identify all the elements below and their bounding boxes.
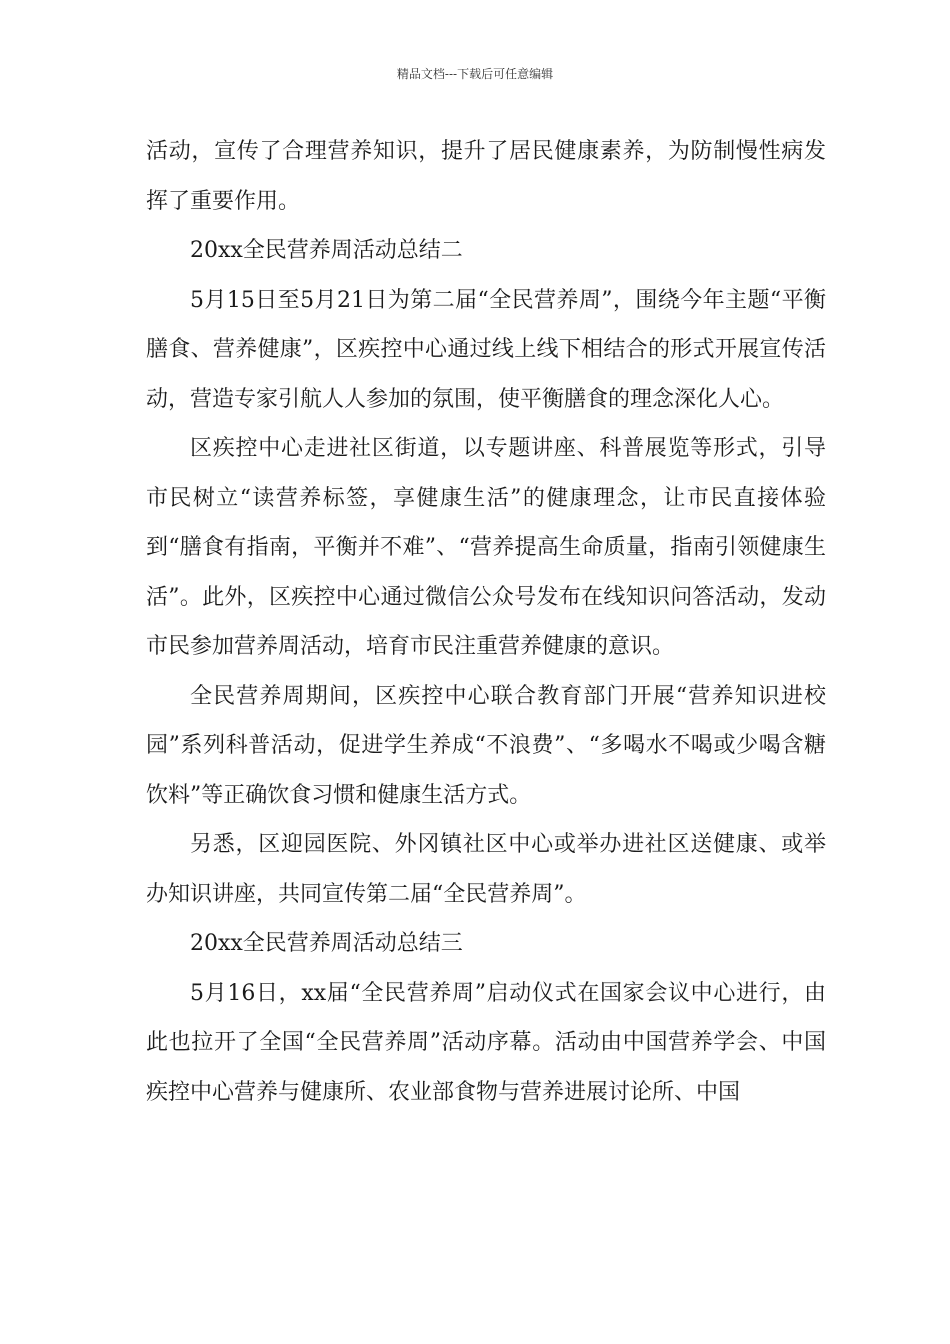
section-heading-three: 20xx全民营养周活动总结三 xyxy=(190,931,463,956)
paragraph: 区疾控中心走进社区街道，以专题讲座、科普展览等形式，引导市民树立“读营养标签，享健康生活”的健康理念，让市民直接体验到“膳食有指南，平衡并不难”、“营养提高生命质量，指南引领健康生活”。此外，区疾控中心通过微信公众号发布在线知识问答活动，发动市民参加营养周活动，培育市民注重营养健康的意识。 xyxy=(146,436,826,659)
paragraph: 另悉，区迎园医院、外冈镇社区中心或举办进社区送健康、或举办知识讲座，共同宣传第二届“全民营养周”。 xyxy=(146,832,826,907)
paragraph: 5月16日，xx届“全民营养周”启动仪式在国家会议中心进行，由此也拉开了全国“全民营养周”活动序幕。活动由中国营养学会、中国疾控中心营养与健康所、农业部食物与营养进展讨论所、中国 xyxy=(146,980,826,1105)
paragraph: 全民营养周期间，区疾控中心联合教育部门开展“营养知识进校园”系列科普活动，促进学生养成“不浪费”、“多喝水不喝或少喝含糖饮料”等正确饮食习惯和健康生活方式。 xyxy=(146,683,826,808)
page-header: 精品文档---下载后可任意编辑 xyxy=(396,67,554,81)
document-body xyxy=(146,127,826,1117)
paragraph-continuation: 活动，宣传了合理营养知识，提升了居民健康素养，为防制慢性病发挥了重要作用。 xyxy=(146,139,826,214)
section-heading-two: 20xx全民营养周活动总结二 xyxy=(190,238,463,263)
paragraph: 5月15日至5月21日为第二届“全民营养周”，围绕今年主题“平衡膳食、营养健康”，区疾控中心通过线上线下相结合的形式开展宣传活动，营造专家引航人人参加的氛围，使平衡膳食的理念深化人心。 xyxy=(146,287,826,412)
